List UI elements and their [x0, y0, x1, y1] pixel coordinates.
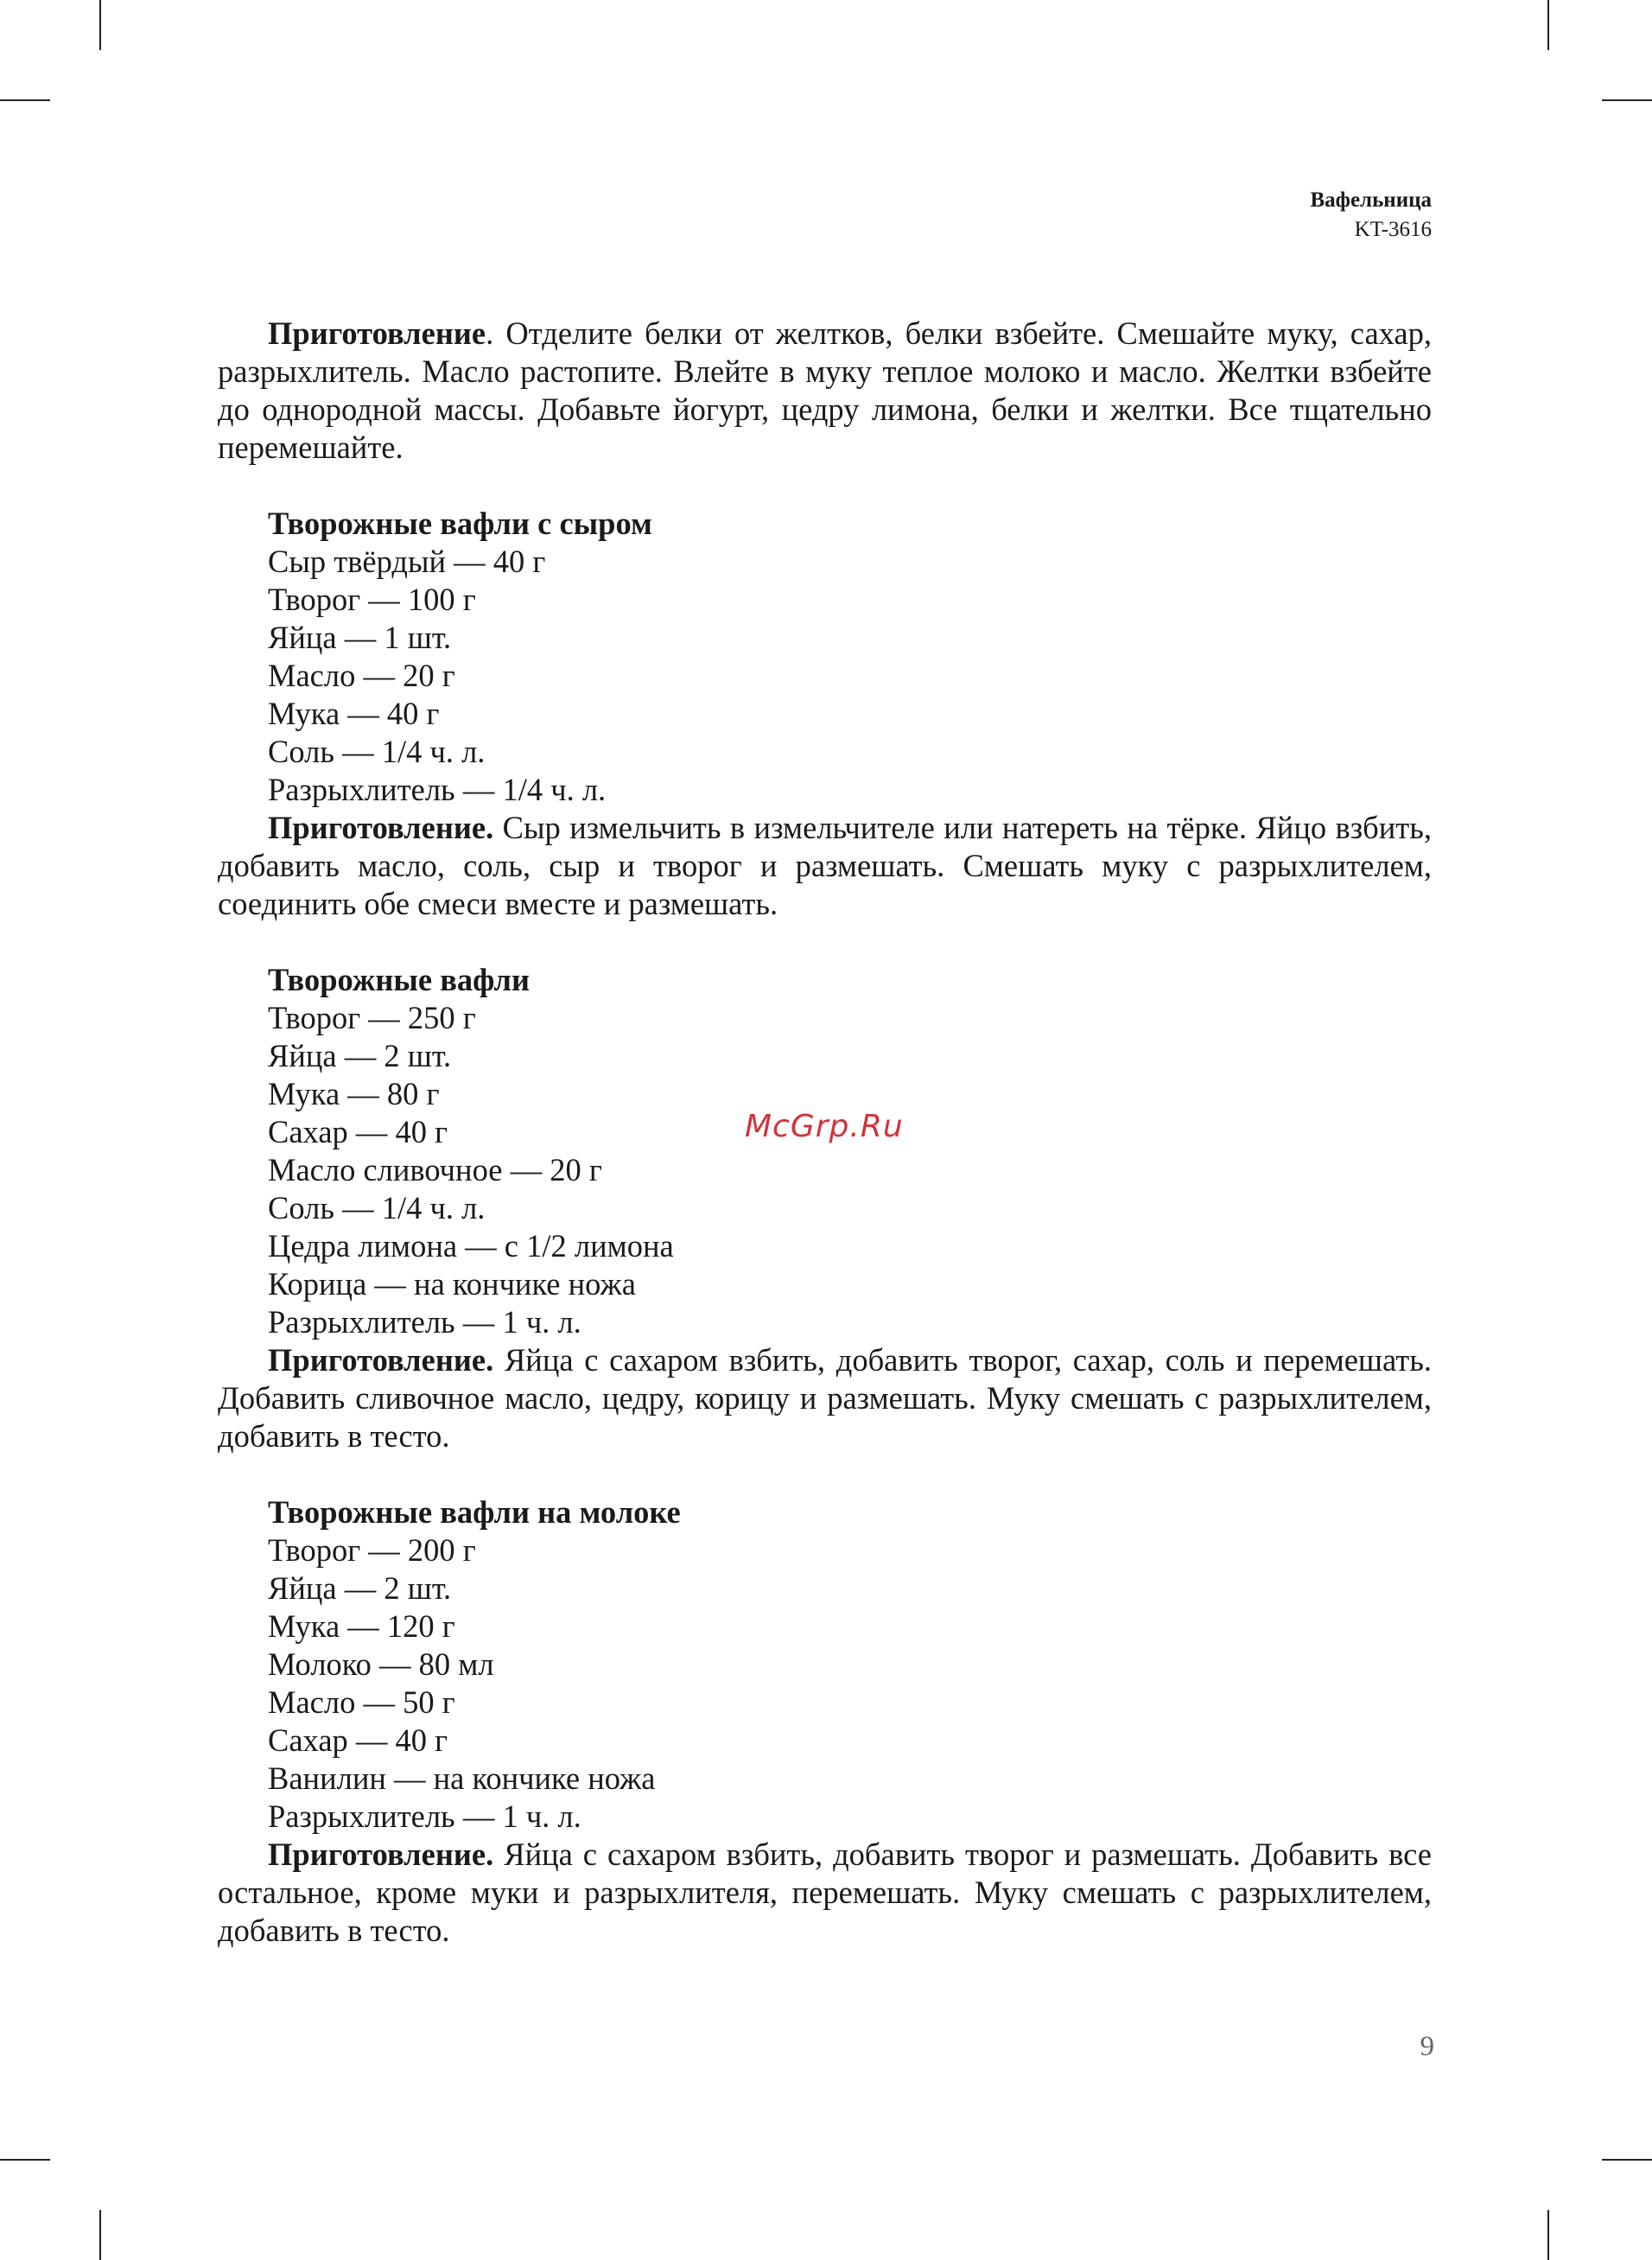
crop-mark — [99, 0, 101, 50]
header-model: KT-3616 — [1354, 218, 1432, 241]
ingredient-item: Мука — 40 г — [268, 696, 440, 731]
running-header — [1310, 186, 1432, 245]
ingredient-list — [218, 1531, 1432, 1836]
prep-label: Приготовление. — [268, 1342, 494, 1378]
watermark: McGrp.Ru — [745, 1109, 904, 1144]
ingredient-list — [218, 999, 1432, 1341]
ingredient-item: Разрыхлитель — 1 ч. л. — [268, 1304, 581, 1340]
ingredient-item: Масло — 20 г — [268, 658, 455, 693]
ingredient-item: Творог — 250 г — [268, 1000, 476, 1035]
recipe-cheese-waffles — [218, 505, 1432, 923]
recipe-title: Творожные вафли на молоке — [268, 1494, 681, 1530]
ingredient-item: Яйца — 1 шт. — [268, 620, 452, 655]
crop-mark — [0, 99, 50, 101]
crop-mark — [1602, 99, 1652, 101]
ingredient-item: Соль — 1/4 ч. л. — [268, 1190, 486, 1225]
ingredient-item: Молоко — 80 мл — [268, 1646, 494, 1682]
page-number: 9 — [1420, 2031, 1434, 2062]
prep-text: Яйца с сахаром взбить, добавить творог и размешать. Добавить все остальное, кроме муки и разрыхлителя, перемешать. Муку смешать с разрыхлителем, добавить в тесто. — [218, 1837, 1432, 1948]
ingredient-item: Масло — 50 г — [268, 1684, 455, 1720]
ingredient-item: Разрыхлитель — 1/4 ч. л. — [268, 772, 607, 807]
ingredient-item: Творог — 200 г — [268, 1532, 476, 1568]
crop-mark — [1547, 2210, 1549, 2260]
preparation-paragraph — [218, 1836, 1432, 1950]
ingredient-item: Творог — 100 г — [268, 582, 476, 617]
recipe-milk-curd-waffles — [218, 1493, 1432, 1950]
header-title: Вафельница — [1310, 188, 1432, 212]
ingredient-item: Цедра лимона — с 1/2 лимона — [268, 1228, 674, 1264]
ingredient-item: Яйца — 2 шт. — [268, 1570, 452, 1606]
ingredient-item: Ванилин — на кончике ножа — [268, 1760, 656, 1796]
preparation-paragraph — [218, 1341, 1432, 1455]
prep-label: Приготовление. — [268, 810, 494, 845]
crop-mark — [99, 2210, 101, 2260]
recipe-title: Творожные вафли с сыром — [268, 506, 652, 541]
ingredient-item: Мука — 120 г — [268, 1608, 455, 1644]
ingredient-item: Сахар — 40 г — [268, 1114, 448, 1149]
ingredient-item: Масло сливочное — 20 г — [268, 1152, 602, 1187]
ingredient-item: Мука — 80 г — [268, 1076, 440, 1111]
prep-label: Приготовление. — [268, 1837, 494, 1872]
prep-text: Яйца с сахаром взбить, добавить творог, сахар, соль и перемешать. Добавить сливочное масло, цедру, корицу и размешать. Муку смешать с разрыхлителем, добавить в тесто. — [218, 1342, 1432, 1454]
ingredient-item: Разрыхлитель — 1 ч. л. — [268, 1798, 581, 1834]
prep-text: . Отделите белки от желтков, белки взбейте. Смешайте муку, сахар, разрыхлитель. Масло растопите. Влейте в муку теплое молоко и масло. Желтки взбейте до однородной массы. Добавьте йогурт, цедру лимона, белки и желтки. Все тщательно перемешайте. — [218, 315, 1432, 465]
ingredient-item: Сахар — 40 г — [268, 1722, 448, 1758]
ingredient-list — [218, 543, 1432, 809]
ingredient-item: Яйца — 2 шт. — [268, 1038, 452, 1073]
prep-text: Сыр измельчить в измельчителе или натереть на тёрке. Яйцо взбить, добавить масло, соль, сыр и творог и размешать. Смешать муку с разрыхлителем, соединить обе смеси вместе и размешать. — [218, 810, 1432, 921]
ingredient-item: Корица — на кончике ножа — [268, 1266, 636, 1302]
preparation-paragraph — [218, 809, 1432, 923]
recipe-title: Творожные вафли — [268, 962, 531, 997]
crop-mark — [0, 2159, 50, 2161]
prep-label: Приготовление — [268, 315, 486, 351]
crop-mark — [1547, 0, 1549, 50]
intro-paragraph — [218, 315, 1432, 467]
recipe-curd-waffles — [218, 961, 1432, 1455]
ingredient-item: Соль — 1/4 ч. л. — [268, 734, 486, 769]
crop-mark — [1602, 2159, 1652, 2161]
ingredient-item: Сыр твёрдый — 40 г — [268, 544, 546, 579]
